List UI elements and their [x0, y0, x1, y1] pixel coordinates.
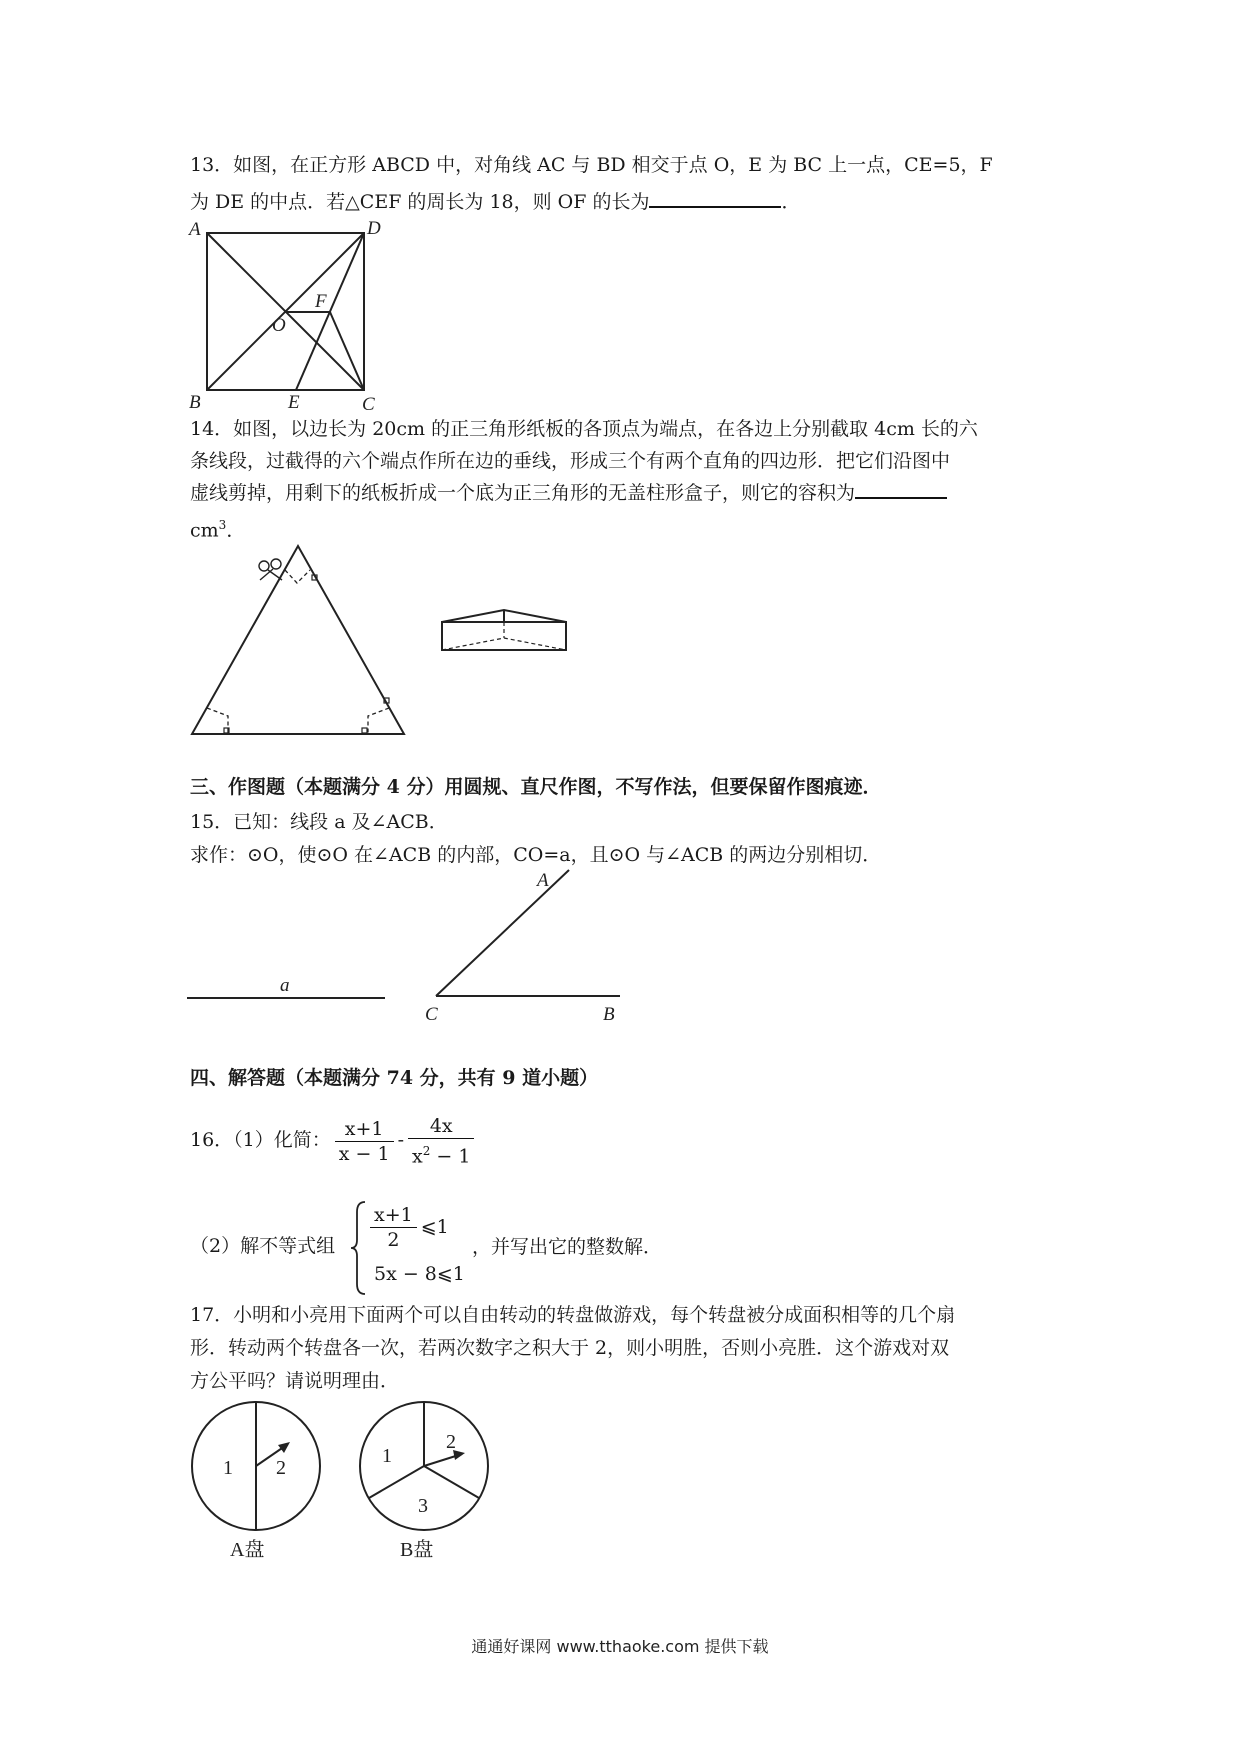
disk-a-sector-2: 2	[276, 1457, 286, 1479]
q16-part1-prefix: 16．（1）化简：	[190, 1129, 331, 1151]
q14-line4-end: ．	[226, 519, 246, 542]
disk-b-sector-3: 3	[418, 1495, 428, 1517]
q14-box-figure	[438, 608, 578, 658]
q16-inequality-2: 5x − 8⩽1	[374, 1263, 465, 1285]
disk-b-divider-3	[424, 1466, 479, 1498]
q14-line3	[190, 478, 947, 508]
section4-heading: 四、解答题（本题满分 74 分，共有 9 道小题）	[190, 1067, 599, 1089]
equilateral-triangle	[192, 546, 404, 734]
q13-line2-end: ．	[781, 191, 801, 213]
q16-frac1-num: x+1	[335, 1117, 394, 1142]
q13-line2	[190, 187, 801, 217]
disk-a-label: A盘	[230, 1539, 265, 1561]
q16-ineq1-den: 2	[387, 1228, 400, 1251]
q13-line1: 13．如图，在正方形 ABCD 中，对角线 AC 与 BD 相交于点 O，E 为 BC 上一点，CE=5，F	[190, 154, 993, 176]
q13-label-o: O	[272, 315, 286, 336]
q13-square-figure	[185, 220, 385, 415]
q16-part2-suffix: ，并写出它的整数解．	[472, 1236, 663, 1258]
q16-frac2-den-sup: 2	[422, 1143, 431, 1158]
ray-ca	[436, 870, 569, 996]
q14-answer-blank	[855, 497, 947, 499]
q15-figure	[185, 868, 635, 1028]
q14-line3-text: 虚线剪掉，用剩下的纸板折成一个底为正三角形的无盖柱形盒子，则它的容积为	[190, 482, 856, 504]
q15-label-a: A	[537, 870, 549, 891]
scissors-icon	[259, 559, 282, 580]
q16-minus: -	[397, 1129, 404, 1151]
q16-fraction-1	[335, 1117, 394, 1166]
disk-b-sector-1: 1	[382, 1445, 392, 1467]
q16-ineq1-rel: ⩽1	[420, 1216, 449, 1238]
q14-unit-sup: 3	[218, 518, 227, 532]
q13-label-a: A	[189, 219, 201, 240]
q14-line2: 条线段，过截得的六个端点作所在边的垂线，形成三个有两个直角的四边形．把它们沿图中	[190, 450, 951, 472]
q13-label-f: F	[315, 291, 327, 312]
q16-frac2-num: 4x	[408, 1114, 474, 1139]
box-hidden-edges	[442, 622, 566, 650]
disk-a-pointer-arrow-icon	[278, 1442, 290, 1453]
q16-inequality-1	[370, 1198, 465, 1256]
q16-fraction-2	[408, 1114, 474, 1168]
q13-label-b: B	[189, 392, 201, 413]
section3-heading: 三、作图题（本题满分 4 分）用圆规、直尺作图，不写作法，但要保留作图痕迹．	[190, 776, 882, 798]
q15-label-a-segment: a	[280, 975, 290, 996]
q13-line2-text: 为 DE 的中点．若△CEF 的周长为 18，则 OF 的长为	[190, 191, 650, 213]
q17-disk-a	[186, 1400, 326, 1560]
q16-brace	[349, 1200, 369, 1296]
q15-label-b: B	[603, 1004, 615, 1025]
q14-unit: cm	[190, 519, 219, 542]
cut-lines	[207, 570, 389, 734]
disk-b-label: B盘	[400, 1539, 434, 1561]
disk-a-sector-1: 1	[223, 1457, 233, 1479]
q13-answer-blank	[649, 206, 781, 208]
q13-label-e: E	[288, 392, 300, 413]
q15-line2: 求作：⊙O，使⊙O 在∠ACB 的内部，CO=a，且⊙O 与∠ACB 的两边分别相切．	[190, 844, 882, 866]
q16-frac1-den: x − 1	[338, 1142, 390, 1165]
right-angle-marks	[224, 575, 389, 733]
q16-frac2-den	[408, 1139, 474, 1168]
q17-line2: 形．转动两个转盘各一次，若两次数字之积大于 2，则小明胜，否则小亮胜．这个游戏对双	[190, 1337, 950, 1359]
q16-ineq1-frac	[370, 1203, 417, 1252]
q16-frac2-den-tail: − 1	[430, 1145, 471, 1168]
q16-part2-prefix: （2）解不等式组	[190, 1235, 336, 1257]
q16-system	[370, 1198, 465, 1292]
q16-part1	[190, 1110, 478, 1170]
page-footer: 通通好课网 www.tthaoke.com 提供下载	[471, 1637, 769, 1656]
disk-b-divider-2	[369, 1466, 424, 1498]
q17-line1: 17．小明和小亮用下面两个可以自由转动的转盘做游戏，每个转盘被分成面积相等的几个扇	[190, 1304, 956, 1326]
q16-ineq1-num: x+1	[370, 1203, 417, 1228]
segment-fc	[330, 312, 364, 390]
q13-label-d: D	[367, 218, 381, 239]
q14-triangle-figure	[188, 540, 428, 740]
q15-label-c: C	[425, 1004, 438, 1025]
q13-label-c: C	[362, 394, 375, 415]
q17-disk-b	[354, 1400, 494, 1560]
q17-line3: 方公平吗？请说明理由．	[190, 1370, 400, 1392]
q15-line1: 15．已知：线段 a 及∠ACB．	[190, 811, 448, 833]
q16-part2	[190, 1196, 335, 1296]
disk-b-sector-2: 2	[446, 1431, 456, 1453]
q14-line1: 14．如图，以边长为 20cm 的正三角形纸板的各顶点为端点，在各边上分别截取 4cm 长的六	[190, 418, 978, 440]
q16-frac2-den-base: x	[412, 1145, 423, 1168]
